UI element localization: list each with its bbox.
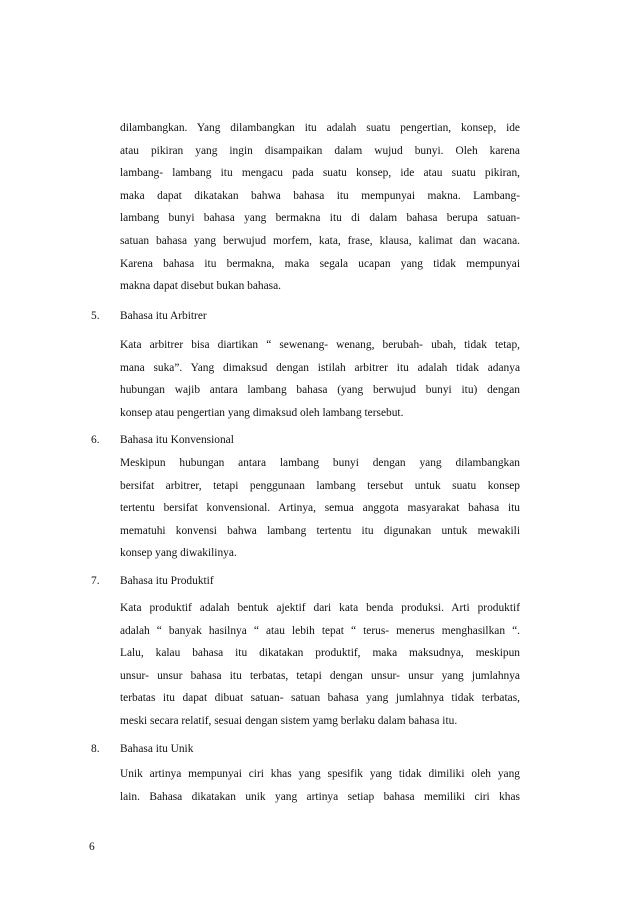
paragraph-line: konsep yang diwakilinya.: [120, 547, 237, 560]
paragraph-line: lain. Bahasa dikatakan unik yang artinya setiap bahasa memiliki ciri khas: [120, 790, 520, 803]
paragraph-line: dilambangkan. Yang dilambangkan itu adalah suatu pengertian, konsep, ide: [120, 122, 520, 134]
paragraph-line: lambang bunyi bahasa yang bermakna itu di dalam bahasa berupa satuan-: [120, 212, 520, 225]
item-paragraph: [120, 763, 520, 808]
item-number: 8.: [91, 743, 100, 755]
paragraph-line: tertentu bersifat konvensional. Artinya, semua anggota masyarakat bahasa itu: [120, 502, 520, 515]
item-heading: Bahasa itu Unik: [120, 743, 194, 755]
item-heading: Bahasa itu Konvensional: [120, 434, 234, 446]
item-paragraph: [120, 597, 520, 733]
paragraph-line: konsep atau pengertian yang dimaksud oleh lambang tersebut.: [120, 406, 404, 419]
item-number: 5.: [91, 310, 100, 322]
paragraph-line: adalah “ banyak hasilnya “ atau lebih tepat “ terus- menerus menghasilkan “.: [120, 624, 520, 637]
item-number: 7.: [91, 575, 100, 587]
paragraph-line: Karena bahasa itu bermakna, maka segala ucapan yang tidak mempunyai: [120, 257, 520, 270]
item-paragraph: [120, 452, 520, 565]
item-paragraph: [120, 334, 520, 424]
paragraph-line: atau pikiran yang ingin disampaikan dalam wujud bunyi. Oleh karena: [120, 144, 520, 157]
paragraph-line: satuan bahasa yang berwujud morfem, kata, frase, klausa, kalimat dan wacana.: [120, 234, 520, 247]
item-heading: Bahasa itu Produktif: [120, 575, 214, 587]
paragraph-line: lambang- lambang itu mengacu pada suatu konsep, ide atau suatu pikiran,: [120, 167, 520, 180]
paragraph-line: mana suka”. Yang dimaksud dengan istilah arbitrer itu adalah tidak adanya: [120, 361, 520, 374]
paragraph-line: Kata arbitrer bisa diartikan “ sewenang- wenang, berubah- ubah, tidak tetap,: [120, 339, 520, 351]
page-number: 6: [89, 841, 95, 853]
paragraph-line: Kata produktif adalah bentuk ajektif dari kata benda produksi. Arti produktif: [120, 602, 520, 614]
paragraph-line: maka dapat dikatakan bahwa bahasa itu mempunyai makna. Lambang-: [120, 189, 520, 202]
paragraph-line: mematuhi konvensi bahwa lambang tertentu itu digunakan untuk mewakili: [120, 524, 520, 537]
paragraph-line: Unik artinya mempunyai ciri khas yang spesifik yang tidak dimiliki oleh yang: [120, 768, 520, 780]
paragraph-line: terbatas itu dapat dibuat satuan- satuan bahasa yang jumlahnya tidak terbatas,: [120, 692, 520, 705]
intro-paragraph: [120, 117, 520, 298]
paragraph-line: bersifat arbitrer, tetapi penggunaan lambang tersebut untuk suatu konsep: [120, 479, 520, 492]
paragraph-line: unsur- unsur bahasa itu terbatas, tetapi dengan unsur- unsur yang jumlahnya: [120, 669, 520, 682]
paragraph-line: hubungan wajib antara lambang bahasa (yang berwujud bunyi itu) dengan: [120, 384, 520, 397]
item-heading: Bahasa itu Arbitrer: [120, 310, 207, 322]
item-number: 6.: [91, 434, 100, 446]
paragraph-line: Meskipun hubungan antara lambang bunyi dengan yang dilambangkan: [120, 457, 520, 469]
paragraph-line: makna dapat disebut bukan bahasa.: [120, 280, 281, 293]
paragraph-line: meski secara relatif, sesuai dengan sistem yamg berlaku dalam bahasa itu.: [120, 714, 458, 727]
paragraph-line: Lalu, kalau bahasa itu dikatakan produktif, maka maksudnya, meskipun: [120, 647, 520, 660]
